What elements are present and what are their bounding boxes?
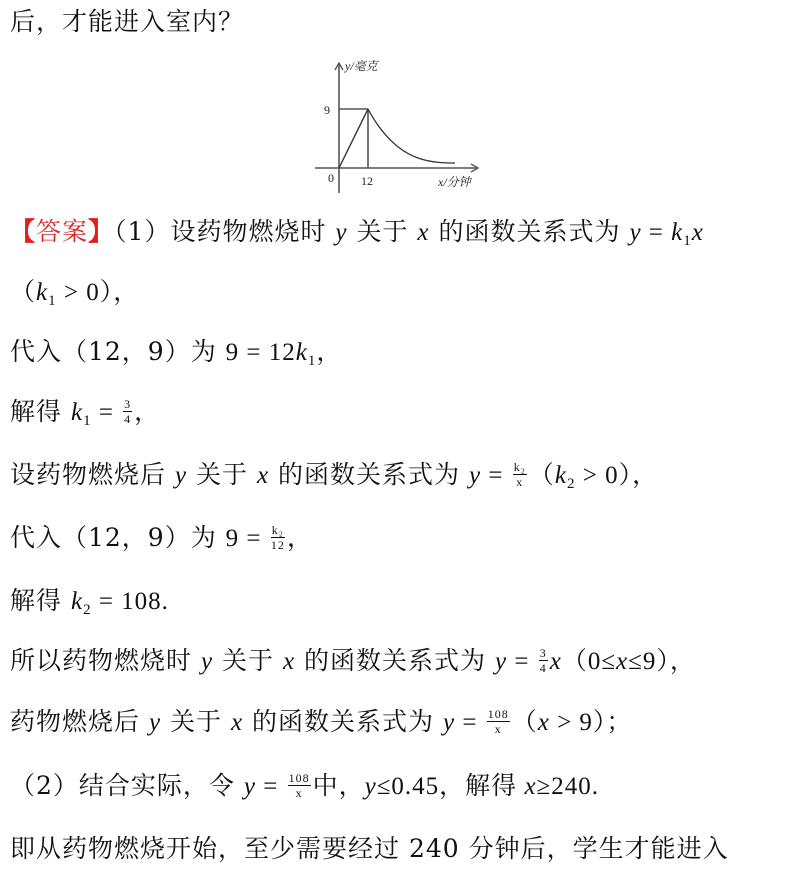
var-k: k: [70, 399, 84, 426]
denominator: x: [494, 722, 502, 736]
var-x: x: [537, 709, 550, 736]
denominator: 4: [539, 661, 547, 675]
var-y: y: [200, 648, 214, 675]
answer-line-5: [10, 459, 658, 500]
text: 的函数关系式为: [269, 460, 469, 489]
var-x: x: [230, 709, 244, 736]
text: 药物燃烧后: [10, 707, 149, 736]
text: 设药物燃烧后: [10, 460, 175, 489]
text: 所以药物燃烧时: [10, 646, 201, 675]
var-y: y: [629, 219, 642, 246]
numerator: 108: [288, 771, 310, 785]
var-x: x: [282, 648, 296, 675]
var-x: x: [417, 219, 430, 246]
text: ≤0.45，解得: [376, 773, 525, 800]
answer-line-6: [10, 522, 313, 555]
answer-tag-close: 】: [88, 217, 115, 246]
y-axis-label: y/毫克: [345, 59, 378, 73]
answer-line-8: [10, 645, 696, 678]
condition: > 0: [56, 279, 100, 306]
text: 即从药物燃烧开始，至少需要经过 240 分钟后，学生才能进入: [10, 834, 729, 863]
var-x: x: [524, 773, 537, 800]
fraction: [271, 524, 285, 551]
numerator: 3: [539, 646, 547, 660]
answer-line-9: [10, 706, 632, 739]
answer-line-2: [10, 276, 139, 317]
var-k: k: [554, 462, 568, 489]
subscript: 2: [83, 602, 92, 618]
text: 解得: [10, 586, 71, 615]
equation: 9 = 12: [225, 339, 296, 366]
answer-line-1: [10, 216, 704, 257]
condition: ≤9），: [628, 648, 696, 675]
var-y: y: [335, 219, 348, 246]
x-axis-label: x/分钟: [438, 175, 471, 189]
text: （1）设药物燃烧时: [114, 217, 336, 246]
var-y: y: [243, 773, 256, 800]
equals: =: [255, 773, 286, 800]
paren: ），: [618, 460, 659, 489]
var-y: y: [442, 709, 456, 736]
equals: =: [641, 219, 672, 246]
paren: （: [10, 277, 37, 306]
subscript: 1: [307, 353, 317, 369]
var-k: k: [671, 219, 684, 246]
var-y: y: [468, 462, 482, 489]
punct: ，: [134, 397, 161, 426]
answer-line-11: [10, 833, 729, 865]
var-y: y: [174, 462, 188, 489]
condition: > 0: [575, 462, 619, 489]
subscript: 2: [567, 476, 576, 492]
condition: > 9）；: [549, 709, 633, 736]
text: 关于: [161, 707, 231, 736]
equals: =: [481, 462, 511, 489]
question-tail: [10, 6, 244, 38]
denominator: x: [516, 475, 524, 489]
text: 解得: [10, 397, 71, 426]
paren: （: [528, 460, 555, 489]
var-x: x: [616, 648, 629, 675]
text: 中，: [312, 771, 365, 800]
series-burning: [339, 109, 368, 168]
answer-line-10: [10, 770, 599, 803]
numerator: 108: [487, 707, 509, 721]
concentration-chart: [300, 55, 490, 200]
equals: =: [455, 709, 485, 736]
var-y: y: [148, 709, 162, 736]
var-k: k: [36, 279, 49, 306]
text: 的函数关系式为: [243, 707, 443, 736]
x-tick-label: 12: [361, 174, 373, 188]
var-k: k: [70, 588, 84, 615]
subscript: 1: [83, 413, 92, 429]
text: 关于: [213, 646, 283, 675]
equation: 9 =: [225, 525, 269, 552]
punct: ，: [286, 523, 313, 552]
chart-svg: [300, 55, 490, 200]
subscript: 1: [48, 293, 57, 309]
numerator: k₂: [513, 460, 526, 474]
y-tick-label: 9: [324, 103, 330, 117]
var-k: k: [295, 339, 308, 366]
text: （2）结合实际，令: [10, 771, 244, 800]
text: 代入（12，9）为: [10, 337, 226, 366]
subscript: 1: [683, 233, 692, 249]
fraction: [288, 772, 311, 799]
denominator: x: [295, 786, 303, 800]
text: 的函数关系式为: [429, 217, 630, 246]
numerator: 3: [124, 397, 132, 411]
text: ≥240.: [536, 773, 600, 800]
punct: ，: [316, 337, 343, 366]
equals: =: [507, 648, 537, 675]
var-x: x: [256, 462, 270, 489]
var-y: y: [494, 648, 508, 675]
denominator: 4: [124, 412, 132, 426]
answer-line-7: [10, 585, 169, 626]
paren: ），: [99, 277, 140, 306]
equals: =: [91, 399, 122, 426]
answer-line-4: [10, 396, 160, 437]
var-y: y: [364, 773, 377, 800]
condition: （0≤: [561, 648, 617, 675]
origin-label: 0: [328, 171, 334, 185]
answer-tag: 答案: [36, 217, 89, 246]
answer-line-3: [10, 336, 342, 377]
text: 关于: [347, 217, 418, 246]
equation: = 108.: [91, 588, 169, 615]
denominator: 12: [270, 538, 285, 552]
text: 代入（12，9）为: [10, 523, 226, 552]
numerator: k₂: [271, 523, 284, 537]
var-x: x: [549, 648, 562, 675]
fraction: [539, 647, 548, 674]
series-after-burning: [368, 109, 455, 163]
var-x: x: [691, 219, 704, 246]
text: 关于: [187, 460, 257, 489]
question-text: 后，才能进入室内？: [10, 7, 245, 36]
text: 的函数关系式为: [295, 646, 495, 675]
fraction: [123, 398, 132, 425]
answer-tag-open: 【: [10, 217, 37, 246]
fraction: [487, 708, 510, 735]
condition: （: [511, 709, 538, 736]
fraction: [513, 461, 527, 488]
